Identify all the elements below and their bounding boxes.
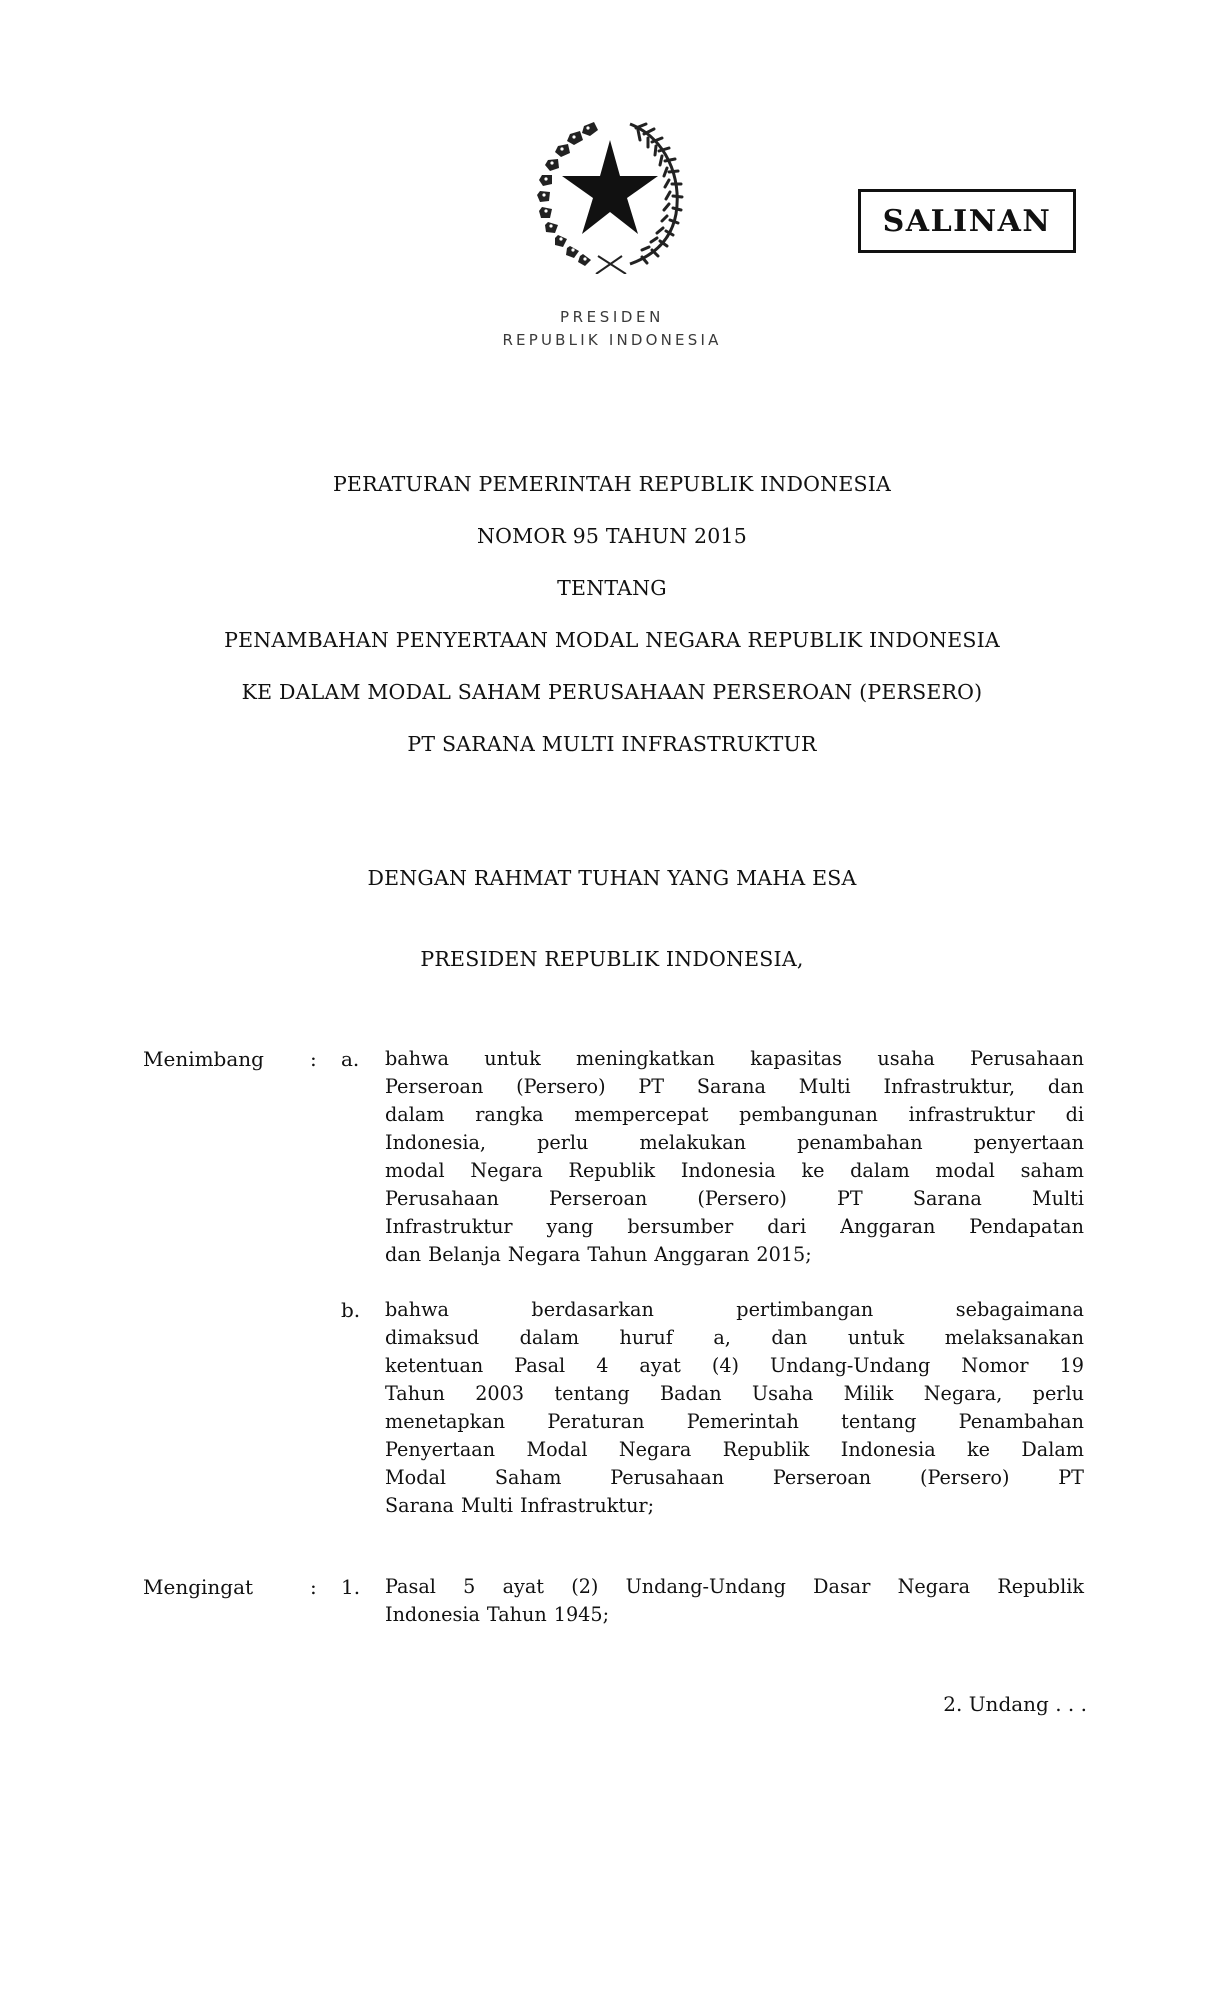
word: ayat	[639, 1354, 681, 1377]
word: Pemerintah	[686, 1410, 799, 1433]
word: pembangunan	[739, 1103, 878, 1126]
word: meningkatkan	[576, 1047, 715, 1070]
word: dan	[771, 1326, 808, 1349]
word: Usaha	[752, 1382, 814, 1405]
word: Penyertaan	[385, 1438, 496, 1461]
text-line	[385, 1129, 1084, 1157]
word: Sarana	[696, 1075, 766, 1098]
word: Nomor	[961, 1354, 1029, 1377]
word: kapasitas	[750, 1047, 843, 1070]
word: Undang-Undang	[770, 1354, 931, 1377]
word: Undang-Undang	[625, 1575, 786, 1598]
word: Dalam	[1021, 1438, 1084, 1461]
word: (4)	[711, 1354, 740, 1377]
copy-stamp-badge	[858, 189, 1076, 253]
page-continuation-marker: 2. Undang . . .	[943, 1692, 1087, 1716]
word: PT	[837, 1187, 863, 1210]
word: 19	[1059, 1354, 1084, 1377]
word: Negara	[618, 1438, 692, 1461]
word: Perusahaan	[610, 1466, 725, 1489]
word: Indonesia,	[385, 1131, 487, 1154]
word: usaha	[877, 1047, 935, 1070]
regulation-subject-line-1: PENAMBAHAN PENYERTAAN MODAL NEGARA REPUBLIK INDONESIA	[224, 628, 1000, 652]
word: Perusahaan	[970, 1047, 1084, 1070]
text-line	[385, 1045, 1084, 1073]
menimbang-item-b-marker: b.	[341, 1298, 361, 1322]
regulation-subject-line-2: KE DALAM MODAL SAHAM PERUSAHAAN PERSEROAN (PERSERO)	[241, 680, 983, 704]
word: dimaksud	[385, 1326, 480, 1349]
word: menetapkan	[385, 1410, 506, 1433]
word: Infrastruktur	[385, 1215, 513, 1238]
word: Belanja	[428, 1243, 501, 1266]
word: Tahun	[385, 1382, 445, 1405]
word: tentang	[841, 1410, 917, 1433]
word: rangka	[475, 1103, 544, 1126]
word: (2)	[571, 1575, 599, 1598]
word: 2015;	[756, 1243, 812, 1266]
invocation-line: DENGAN RAHMAT TUHAN YANG MAHA ESA	[367, 866, 857, 890]
word: penambahan	[797, 1131, 923, 1154]
word: bahwa	[385, 1047, 449, 1070]
regulation-about-label: TENTANG	[557, 576, 667, 600]
mengingat-label: Mengingat	[143, 1575, 254, 1599]
word: 5	[463, 1575, 476, 1598]
word: Sarana	[385, 1494, 454, 1517]
regulation-type-title: PERATURAN PEMERINTAH REPUBLIK INDONESIA	[332, 472, 892, 496]
regulation-number: NOMOR 95 TAHUN 2015	[476, 524, 748, 548]
text-line	[385, 1185, 1084, 1213]
word: ketentuan	[385, 1354, 484, 1377]
word: untuk	[847, 1326, 905, 1349]
word: dari	[767, 1215, 807, 1238]
menimbang-item-b-text	[385, 1296, 1084, 1520]
word: untuk	[484, 1047, 541, 1070]
word: huruf	[619, 1326, 673, 1349]
word: Peraturan	[547, 1410, 645, 1433]
word: 1945;	[553, 1603, 610, 1626]
word: Perseroan	[772, 1466, 872, 1489]
mengingat-item-1-text	[385, 1573, 1084, 1629]
word: Milik	[843, 1382, 894, 1405]
text-line	[385, 1296, 1084, 1324]
text-line	[385, 1101, 1084, 1129]
word: Republik	[568, 1159, 656, 1182]
word: Indonesia	[385, 1603, 480, 1626]
word: Indonesia	[840, 1438, 936, 1461]
menimbang-colon: :	[310, 1047, 317, 1071]
word: (Persero)	[697, 1187, 787, 1210]
word: melakukan	[639, 1131, 746, 1154]
word: (Persero)	[516, 1075, 606, 1098]
word: Perseroan	[385, 1075, 484, 1098]
word: modal	[935, 1159, 995, 1182]
word: Modal	[385, 1466, 447, 1489]
text-line	[385, 1408, 1084, 1436]
word: Multi	[461, 1494, 513, 1517]
text-line	[385, 1157, 1084, 1185]
word: modal	[385, 1159, 445, 1182]
word: Saham	[494, 1466, 562, 1489]
word: tentang	[554, 1382, 630, 1405]
word: Dasar	[813, 1575, 871, 1598]
text-line	[385, 1464, 1084, 1492]
word: pertimbangan	[736, 1298, 874, 1321]
word: Pasal	[514, 1354, 566, 1377]
word: PT	[638, 1075, 665, 1098]
text-line	[385, 1492, 1084, 1520]
word: mempercepat	[574, 1103, 709, 1126]
word: Anggaran	[840, 1215, 936, 1238]
emblem-caption-republic: REPUBLIK INDONESIA	[502, 331, 722, 349]
word: melaksanakan	[944, 1326, 1084, 1349]
text-line	[385, 1352, 1084, 1380]
word: Negara,	[923, 1382, 1003, 1405]
word: berdasarkan	[531, 1298, 654, 1321]
word: Multi	[798, 1075, 851, 1098]
word: ke	[967, 1438, 991, 1461]
word: 2003	[475, 1382, 525, 1405]
menimbang-label: Menimbang	[143, 1047, 264, 1071]
text-line	[385, 1573, 1084, 1601]
word: Penambahan	[958, 1410, 1084, 1433]
word: Tahun	[587, 1243, 648, 1266]
word: Multi	[1031, 1187, 1084, 1210]
word: dalam	[519, 1326, 580, 1349]
text-line	[385, 1601, 1084, 1629]
word: Negara	[507, 1243, 581, 1266]
word: dan	[1047, 1075, 1084, 1098]
word: Badan	[660, 1382, 722, 1405]
word: penyertaan	[973, 1131, 1084, 1154]
menimbang-item-a-marker: a.	[341, 1047, 360, 1071]
word: di	[1065, 1103, 1084, 1126]
word: a,	[713, 1326, 731, 1349]
word: sebagaimana	[955, 1298, 1084, 1321]
word: bersumber	[627, 1215, 734, 1238]
mengingat-colon: :	[310, 1575, 317, 1599]
word: Pendapatan	[969, 1215, 1084, 1238]
word: Modal	[526, 1438, 588, 1461]
word: perlu	[537, 1131, 589, 1154]
mengingat-item-1-marker: 1.	[341, 1575, 361, 1599]
word: dalam	[385, 1103, 445, 1126]
presidential-emblem-icon	[526, 118, 694, 274]
word: dan	[385, 1243, 422, 1266]
word: Republik	[997, 1575, 1084, 1598]
word: Sarana	[912, 1187, 982, 1210]
word: 4	[596, 1354, 609, 1377]
word: saham	[1020, 1159, 1084, 1182]
text-line	[385, 1241, 1084, 1269]
word: ayat	[502, 1575, 545, 1598]
text-line	[385, 1324, 1084, 1352]
word: Perseroan	[548, 1187, 648, 1210]
word: Perusahaan	[385, 1187, 499, 1210]
word: Tahun	[486, 1603, 547, 1626]
word: bahwa	[385, 1298, 449, 1321]
word: Negara	[897, 1575, 971, 1598]
word: Pasal	[385, 1575, 436, 1598]
word: Negara	[470, 1159, 543, 1182]
regulation-subject-line-3: PT SARANA MULTI INFRASTRUKTUR	[407, 732, 817, 756]
word: Infrastruktur,	[883, 1075, 1016, 1098]
word: ke	[801, 1159, 825, 1182]
menimbang-item-a-text	[385, 1045, 1084, 1269]
word: dalam	[850, 1159, 910, 1182]
word: Anggaran	[654, 1243, 750, 1266]
authority-line: PRESIDEN REPUBLIK INDONESIA,	[420, 947, 804, 971]
copy-stamp-label: SALINAN	[882, 203, 1052, 239]
emblem-caption-president: PRESIDEN	[560, 308, 664, 326]
text-line	[385, 1213, 1084, 1241]
word: infrastruktur	[908, 1103, 1035, 1126]
word: (Persero)	[919, 1466, 1010, 1489]
word: perlu	[1032, 1382, 1084, 1405]
text-line	[385, 1380, 1084, 1408]
text-line	[385, 1436, 1084, 1464]
word: yang	[546, 1215, 594, 1238]
word: Indonesia	[680, 1159, 776, 1182]
word: PT	[1058, 1466, 1084, 1489]
word: Republik	[722, 1438, 810, 1461]
text-line	[385, 1073, 1084, 1101]
word: Infrastruktur;	[520, 1494, 655, 1517]
